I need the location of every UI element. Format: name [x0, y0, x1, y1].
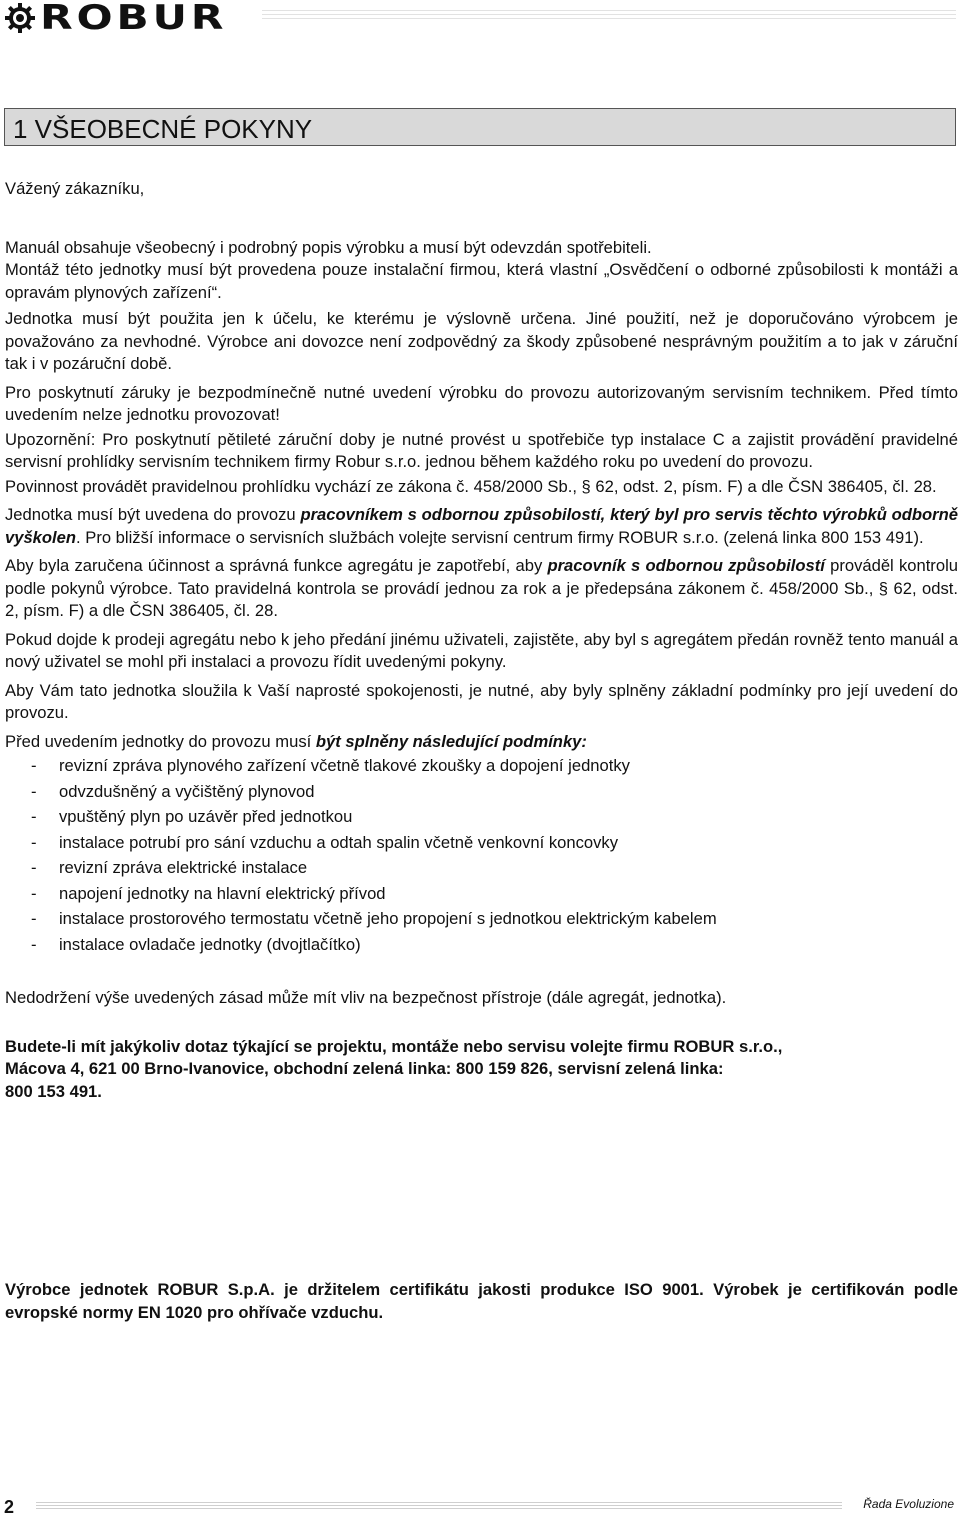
section-title: 1 VŠEOBECNÉ POKYNY [13, 114, 313, 144]
paragraph: Jednotka musí být uvedena do provozu pracovníkem s odbornou způsobilostí, který byl pro servis těchto výrobků odborně vyškolen. Pro bližší informace o servisních službách volejte servisní centrum firmy ROBUR s.r.o. (zelená linka 800 153 491). [5, 505, 959, 547]
paragraph: Upozornění: Pro poskytnutí pětileté záruční doby je nutné provést u spotřebiče typ instalace C a zajistit provádění pravidelné servisní prohlídky servisním technikem firmy Robur s.r.o. jednou během každého roku po uvedení do provozu. [5, 429, 958, 471]
series-name: Řada Evoluzione [863, 1497, 954, 1511]
contact-paragraph: Budete-li mít jakýkoliv dotaz týkající se projektu, montáže nebo servisu volejte firmu ROBUR s.r.o., Mácova 4, 621 00 Brno-Ivanovice, obchodní zelená linka: 800 159 826, servisní zelená linka: 800 153 491. [5, 1036, 783, 1101]
paragraph: Před uvedením jednotky do provozu musí být splněny následující podmínky: [5, 731, 587, 751]
gear-icon [4, 2, 36, 34]
paragraph: Pro poskytnutí záruky je bezpodmínečně nutné uvedení výrobku do provozu autorizovaným servisním technikem. Před tímto uvedením nelze jednotku provozovat! [5, 382, 958, 424]
page-number: 2 [4, 1497, 15, 1517]
list-item: - revizní zpráva plynového zařízení včetně tlakové zkoušky a dopojení jednotky [31, 756, 630, 775]
robur-logo [4, 0, 228, 38]
certification-paragraph: Výrobce jednotek ROBUR S.p.A. je držitelem certifikátu jakosti produkce ISO 9001. Výrobek je certifikován podle evropské normy EN 1020 pro ohřívače vzduchu. [5, 1280, 958, 1322]
paragraph: Povinnost provádět pravidelnou prohlídku vychází ze zákona č. 458/2000 Sb., § 62, odst. 2, písm. F) a dle ČSN 386405, čl. 28. [5, 476, 937, 496]
greeting: Vážený zákazníku, [5, 179, 145, 198]
paragraph: Manuál obsahuje všeobecný i podrobný popis výrobku a musí být odevzdán spotřebiteli. [5, 237, 652, 257]
document-body [5, 178, 958, 1324]
conditions-list [5, 753, 958, 957]
list-item: - odvzdušněný a vyčištěný plynovod [31, 781, 315, 801]
list-item: - napojení jednotky na hlavní elektrický přívod [31, 883, 386, 903]
footer-rule [36, 1502, 842, 1510]
emphasis: být splněny následující podmínky: [315, 731, 587, 751]
emphasis: pracovníkem s odbornou způsobilostí, který byl pro servis těchto výrobků odborně vyškolen [5, 505, 959, 547]
paragraph: Aby byla zaručena účinnost a správná funkce agregátu je zapotřebí, aby pracovník s odbornou způsobilostí prováděl kontrolu podle pokynů výrobce. Tato pravidelná kontrola se provádí jednou za rok a je předepsána zákonem č. 458/2000 Sb., § 62, odst. 2, písm. F) a dle ČSN 386405, čl. 28. [5, 556, 958, 620]
paragraph: Montáž této jednotky musí být provedena pouze instalační firmou, která vlastní „Osvědčení o odborné způsobilosti k montáži a opravám plynových zařízení“. [5, 260, 958, 302]
paragraph: Jednotka musí být použita jen k účelu, ke kterému je výslovně určena. Jiné použití, než je doporučováno výrobcem je považováno za nevhodné. Výrobce ani dovozce není zodpovědný za škody způsobené nesprávným použitím a to jak v záruční tak i v pozáruční době. [5, 309, 958, 373]
paragraph: Nedodržení výše uvedených zásad může mít vliv na bezpečnost přístroje (dále agregát, jednotka). [5, 988, 727, 1007]
list-item: - instalace potrubí pro sání vzduchu a odtah spalin včetně venkovní koncovky [31, 832, 618, 852]
logo-wordmark: ROBUR [40, 0, 228, 38]
list-item: - instalace prostorového termostatu včetně jeho propojení s jednotkou elektrickým kabelem [31, 909, 717, 928]
emphasis: pracovník s odbornou způsobilostí [547, 556, 825, 575]
paragraph: Pokud dojde k prodeji agregátu nebo k jeho předání jinému uživateli, zajistěte, aby byl s agregátem předán rovněž tento manuál a nový uživatel se mohl při instalaci a provozu řídit uvedenými pokyny. [5, 629, 958, 671]
header-rule [262, 10, 956, 20]
list-item: - revizní zpráva elektrické instalace [31, 858, 308, 877]
list-item: - instalace ovladače jednotky (dvojtlačítko) [31, 934, 361, 954]
paragraph: Aby Vám tato jednotka sloužila k Vaší naprosté spokojenosti, je nutné, aby byly splněny základní podmínky pro její uvedení do provozu. [5, 680, 958, 722]
list-item: - vpuštěný plyn po uzávěr před jednotkou [31, 807, 353, 826]
page-header [0, 0, 960, 40]
section-heading-bar [4, 108, 956, 146]
